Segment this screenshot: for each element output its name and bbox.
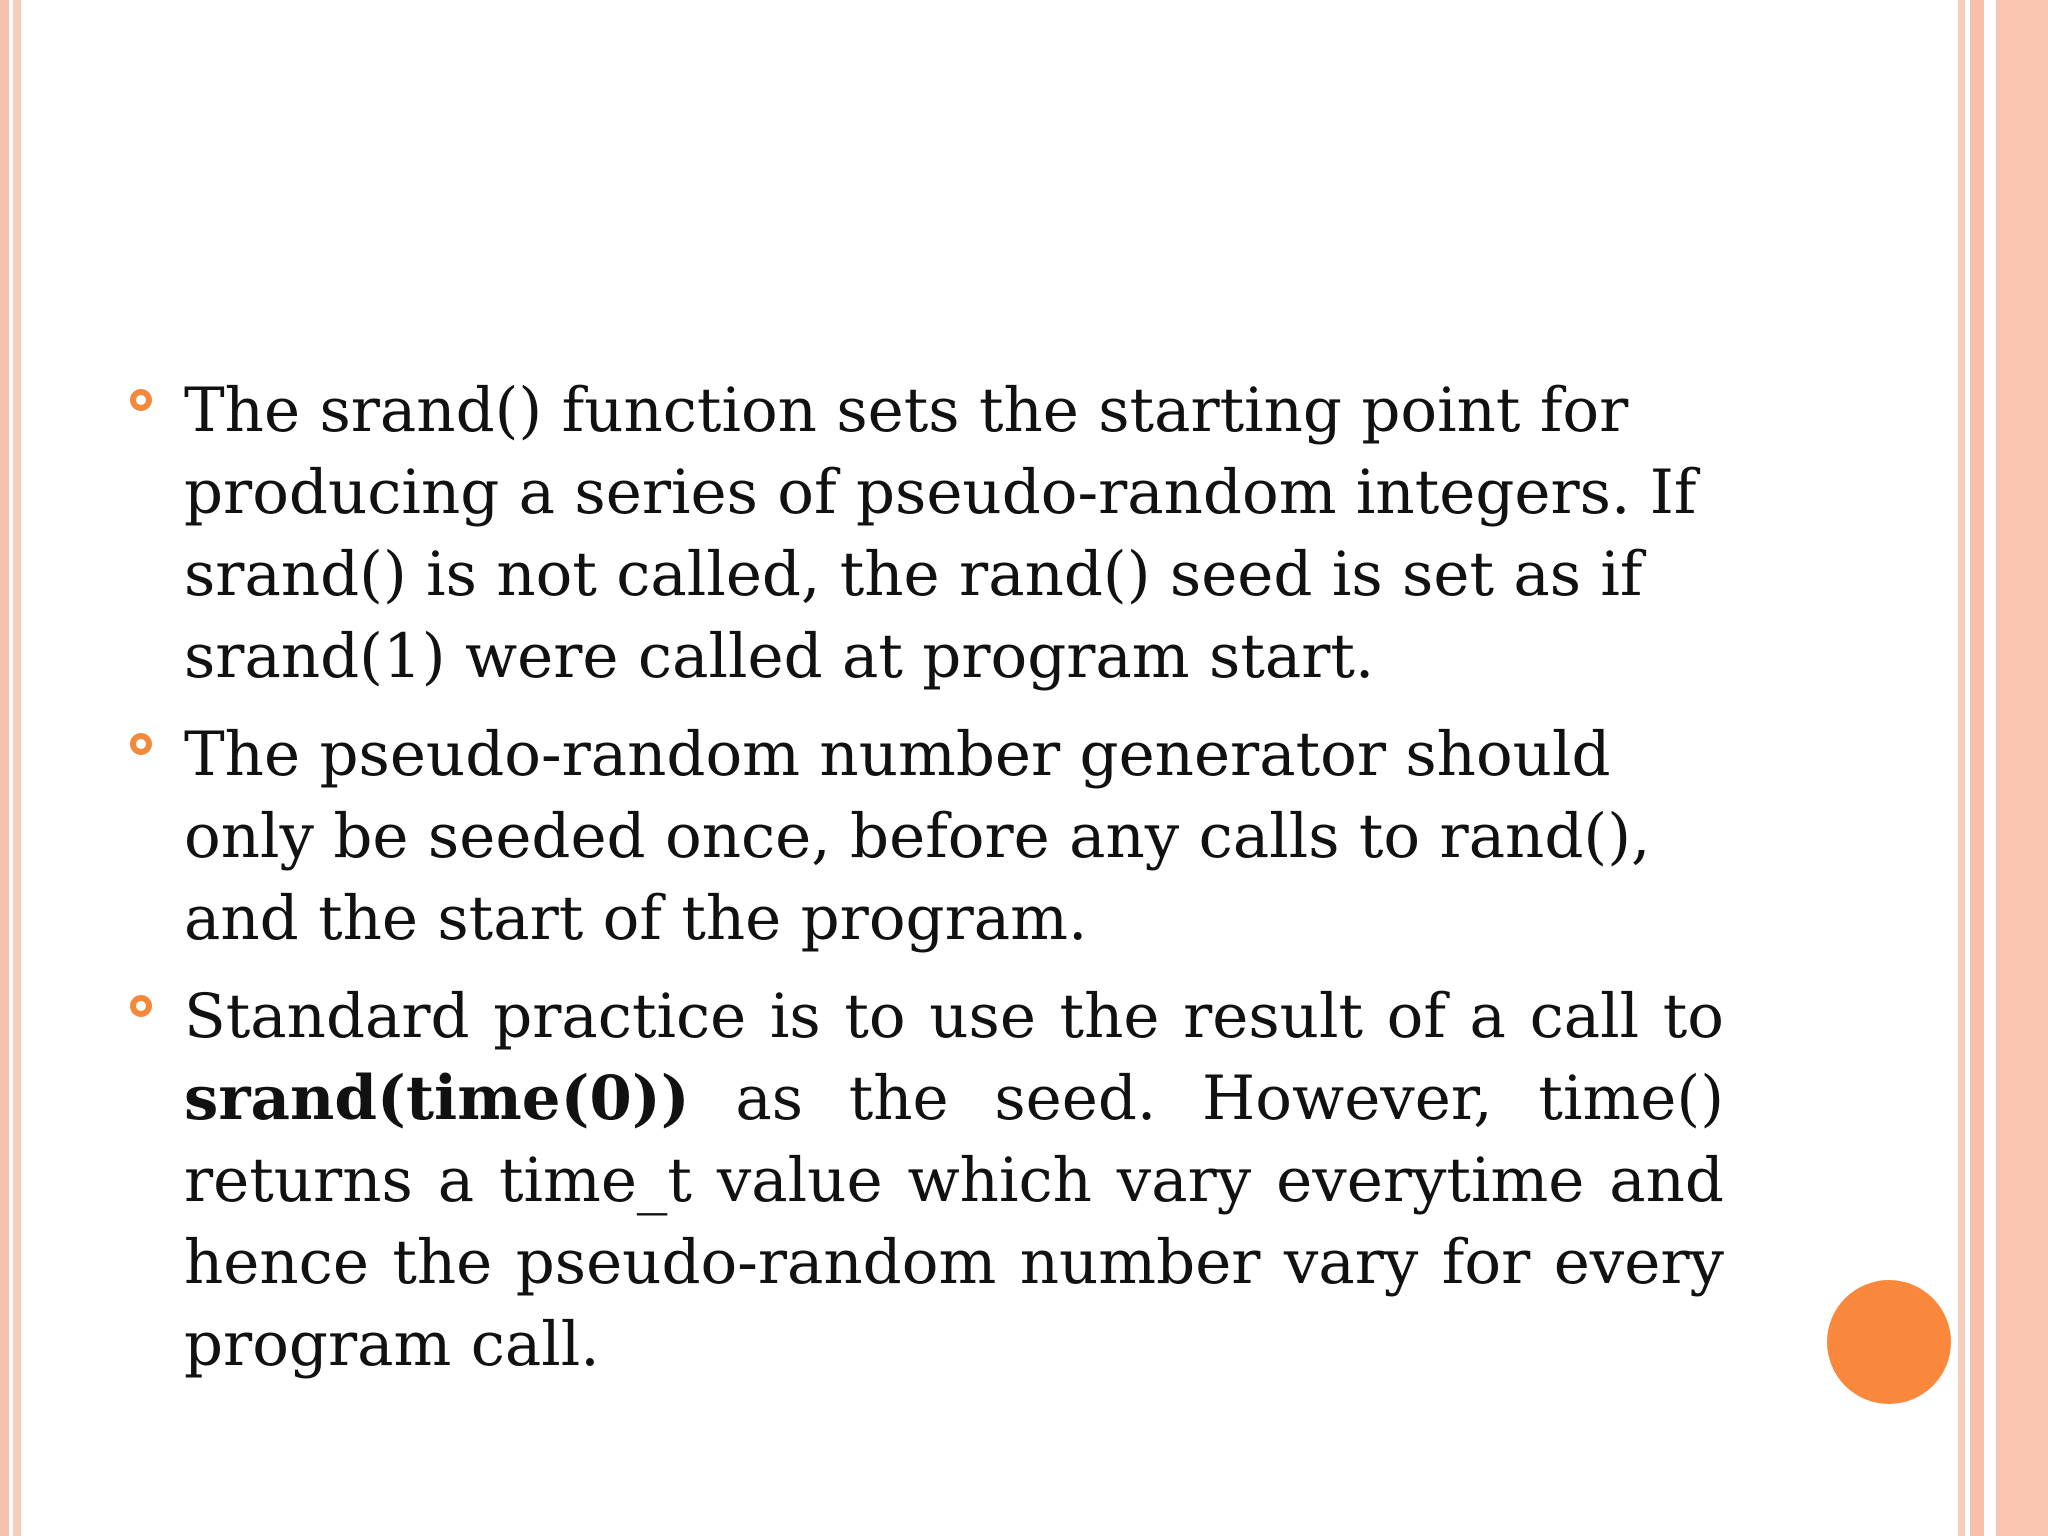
slide-body <box>130 370 1730 1402</box>
left-border-stripe-inner <box>13 0 21 1536</box>
right-border-stripe <box>1970 0 1984 1536</box>
circle-bullet-icon <box>130 389 152 411</box>
bullet-text: The srand() function sets the starting point for producing a series of pseudo-random integers. If srand() is not called, the rand() seed is set as if srand(1) were called at program start. <box>184 375 1697 692</box>
circle-bullet-icon <box>130 995 152 1017</box>
bullet-text-after: as the seed. However, time() returns a time_t value which vary everytime and hence the pseudo-random number vary for every program call. <box>184 1063 1724 1380</box>
bullet-text: The pseudo-random number generator should only be seeded once, before any calls to rand(), and the start of the program. <box>184 719 1651 954</box>
decorative-orange-circle <box>1827 1280 1951 1404</box>
left-border-stripe <box>0 0 9 1536</box>
bullet-item <box>130 370 1744 698</box>
right-border-stripe-inner <box>1958 0 1965 1536</box>
code-srand-time: srand(time(0)) <box>184 1063 690 1134</box>
right-border-stripe-outer <box>1996 0 2048 1536</box>
circle-bullet-icon <box>130 733 152 755</box>
bullet-text <box>184 976 1724 1386</box>
bullet-item <box>130 976 1724 1386</box>
bullet-item <box>130 714 1744 960</box>
bullet-text-before: Standard practice is to use the result of a call to <box>184 981 1724 1052</box>
